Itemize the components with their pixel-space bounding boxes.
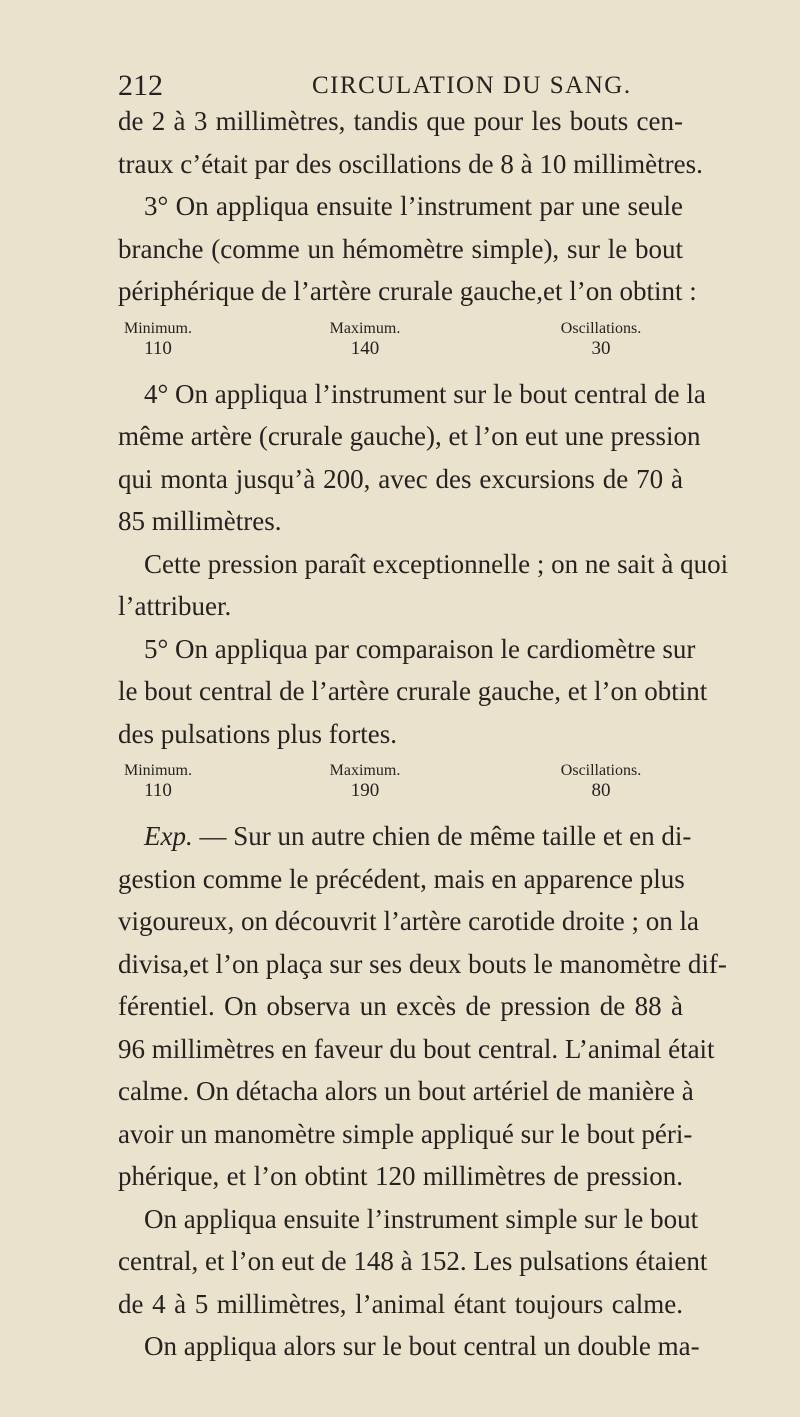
experiment-label: Exp. bbox=[144, 821, 193, 851]
text-line: qui monta jusqu’à 200, avec des excursions de 70 à bbox=[118, 463, 683, 494]
text-line: 4° On appliqua l’instrument sur le bout central de la bbox=[144, 378, 706, 409]
maximum-column bbox=[320, 319, 410, 359]
text-line: 3° On appliqua ensuite l’instrument par une seule bbox=[144, 191, 683, 221]
text-line: de 2 à 3 millimètres, tandis que pour les bouts cen- bbox=[118, 106, 683, 136]
text-line: même artère (crurale gauche), et l’on eut une pression bbox=[118, 421, 701, 451]
text-line: On appliqua ensuite l’instrument simple sur le bout bbox=[144, 1203, 699, 1234]
text-line: divisa,et l’on plaça sur ses deux bouts le manomètre dif- bbox=[118, 948, 727, 979]
minimum-label: Minimum. bbox=[123, 319, 192, 337]
page-number: 212 bbox=[118, 69, 163, 102]
text-line: des pulsations plus fortes. bbox=[118, 718, 397, 749]
minimum-value: 110 bbox=[144, 780, 172, 801]
running-head: CIRCULATION DU SANG. bbox=[312, 72, 632, 99]
minimum-column bbox=[118, 319, 198, 359]
text-line: l’attribuer. bbox=[118, 591, 232, 621]
maximum-value: 190 bbox=[350, 780, 380, 801]
text-line: avoir un manomètre simple appliqué sur le bout péri- bbox=[118, 1118, 693, 1149]
text-line: traux c’était par des oscillations de 8 à 10 millimètres. bbox=[118, 148, 703, 179]
text-line: périphérique de l’artère crurale gauche,et l’on obtint : bbox=[118, 276, 697, 306]
oscillations-value: 80 bbox=[591, 780, 611, 801]
text-line: le bout central de l’artère crurale gauche, et l’on obtint bbox=[118, 676, 708, 706]
text-line: 96 millimètres en faveur du bout central. L’animal était bbox=[118, 1033, 715, 1064]
measurement-table-1 bbox=[118, 313, 683, 373]
text-line: branche (comme un hémomètre simple), sur le bout bbox=[118, 233, 683, 264]
maximum-value: 140 bbox=[350, 337, 380, 359]
text-line: vigoureux, on découvrit l’artère carotide droite ; on la bbox=[118, 906, 700, 936]
text-line: central, et l’on eut de 148 à 152. Les pulsations étaient bbox=[118, 1246, 708, 1276]
text-line: 85 millimètres. bbox=[118, 506, 282, 536]
minimum-value: 110 bbox=[144, 337, 172, 359]
text-line: férentiel. On observa un excès de pression de 88 à bbox=[118, 991, 683, 1021]
maximum-label: Maximum. bbox=[329, 762, 401, 779]
maximum-column bbox=[320, 761, 410, 801]
oscillations-label: Oscillations. bbox=[560, 762, 642, 779]
oscillations-column bbox=[536, 319, 666, 359]
oscillations-value: 30 bbox=[591, 337, 611, 359]
text-line: phérique, et l’on obtint 120 millimètres de pression. bbox=[118, 1161, 683, 1191]
text-line: de 4 à 5 millimètres, l’animal étant toujours calme. bbox=[118, 1288, 683, 1319]
oscillations-column bbox=[536, 761, 666, 801]
minimum-label: Minimum. bbox=[123, 762, 192, 779]
measurement-table-2 bbox=[118, 755, 683, 815]
page-body bbox=[118, 100, 729, 1368]
text-line: calme. On détacha alors un bout artériel de manière à bbox=[118, 1076, 694, 1106]
text-line bbox=[118, 815, 692, 858]
text-line-content: — Sur un autre chien de même taille et en di- bbox=[199, 821, 692, 851]
text-line: Cette pression paraît exceptionnelle ; on ne sait à quoi bbox=[144, 548, 729, 579]
minimum-column bbox=[118, 761, 198, 801]
maximum-label: Maximum. bbox=[329, 319, 401, 337]
oscillations-label: Oscillations. bbox=[560, 319, 642, 337]
text-line: gestion comme le précédent, mais en apparence plus bbox=[118, 863, 685, 894]
text-line: On appliqua alors sur le bout central un double ma- bbox=[144, 1331, 700, 1361]
text-line: 5° On appliqua par comparaison le cardiomètre sur bbox=[144, 633, 696, 664]
